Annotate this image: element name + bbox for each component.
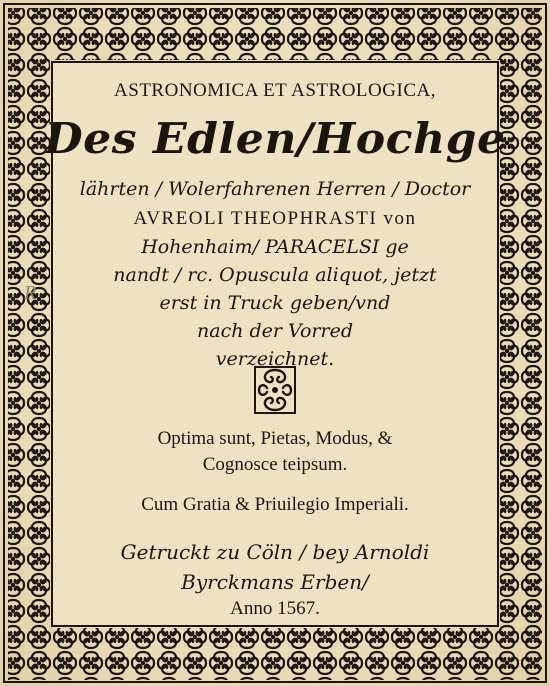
fleuron-icon bbox=[254, 366, 296, 414]
motto-line-2: Cognosce teipsum. bbox=[202, 454, 348, 475]
imprint-line-1: Getruckt zu Cöln / bey Arnoldi bbox=[120, 540, 430, 564]
title-line-3: lährten / Wolerfahrenen Herren / Doctor bbox=[79, 178, 471, 200]
title-line-8: nach der Vorred bbox=[197, 320, 353, 342]
title-line-2: Des Edlen/Hochge bbox=[44, 114, 506, 163]
title-line-6: nandt / rc. Opuscula aliquot, jetzt bbox=[113, 264, 437, 286]
title-line-1: ASTRONOMICA ET ASTROLOGICA, bbox=[114, 80, 436, 101]
title-line-9: verzeichnet. bbox=[215, 348, 335, 370]
margin-mark: R bbox=[24, 282, 37, 304]
motto-line-1: Optima sunt, Pietas, Modus, & bbox=[157, 428, 393, 449]
title-line-4: AVREOLI THEOPHRASTI von bbox=[133, 208, 417, 229]
title-line-5: Hohenhaim/ PARACELSI ge bbox=[141, 236, 409, 258]
title-text-block bbox=[44, 70, 506, 630]
title-line-7: erst in Truck geben/vnd bbox=[159, 292, 391, 314]
imprint-line-2: Byrckmans Erben/ bbox=[181, 570, 369, 594]
imprint-date: Anno 1567. bbox=[230, 598, 320, 619]
privilege-line: Cum Gratia & Priuilegio Imperiali. bbox=[141, 494, 409, 515]
